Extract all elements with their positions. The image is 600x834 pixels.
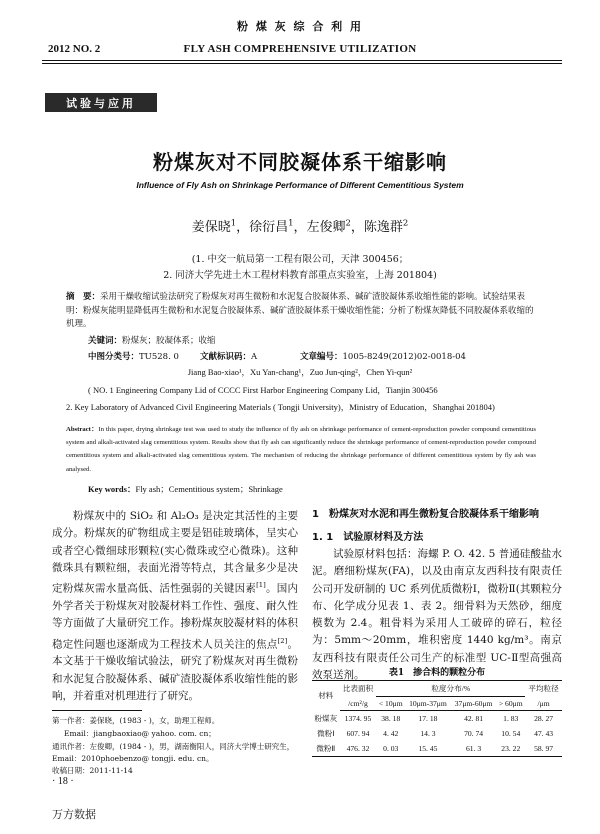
footnote-email: Email：jiangbaoxiao@ yahoo. com. cn； (64, 729, 216, 738)
author-name: 陈逸群 (363, 220, 403, 235)
cell: 23. 22 (496, 741, 525, 757)
table-row (312, 741, 562, 757)
abstract-cn-text: 采用干燥收缩试验法研究了粉煤灰对再生微粉和水泥复合胶凝体系、碱矿渣胶凝体系收缩性能的影响。试验结果表明：粉煤灰能明显降低再生微粉和水泥复合胶凝体系、碱矿渣胶凝体系干燥收缩性能；分析了粉煤灰降低不同胶凝体系收缩的机理。 (66, 292, 534, 329)
th-material: 材料 (312, 681, 340, 711)
th-c2: 10μm-37μm (405, 697, 451, 711)
cell: 1374. 95 (344, 713, 372, 723)
abstract-en (66, 423, 536, 476)
footnote-corresponding: 通讯作者：左俊卿，(1984 - )，男，湖南衡阳人，同济大学博士研究生，Email：2010phoebenzo@ tongji. edu. cn。 (52, 742, 295, 763)
keywords-cn-label: 关键词： (88, 336, 123, 346)
cell: 14. 3 (420, 728, 436, 738)
section-1-paragraph: 试验原材料包括：海螺 P. O. 42. 5 普通硅酸盐水泥。磨细粉煤灰(FA)，以及由南京友西科技有限责任公司开发研制的 UC 系列优质微粉Ⅰ，微粉Ⅱ(其颗粒分布、化学成分见表 1、表 2。细骨料为天然砂，细度模数为 2.4。粗骨料为采用人工破碎的碎石，粒径为：5mm～20mm，堆积密度 1440 kg/m³。南京友西科技有限责任公司生产的标准型 UC-Ⅱ型高强高效泵送剂。 (312, 548, 562, 682)
author-sup: 2 (402, 217, 409, 228)
article-title-en: Influence of Fly Ash on Shrinkage Performance of Different Cementitious System (136, 180, 464, 190)
table-1-caption: 表1 掺合料的颗粒分布 (388, 668, 486, 678)
cell: 微粉Ⅱ (312, 741, 340, 757)
author-name: 徐衍昌 (249, 220, 289, 235)
author-sup: 1 (288, 217, 294, 228)
table-row (312, 726, 562, 741)
cell: 10. 54 (501, 728, 521, 738)
affiliation-cn-1: (1. 中交一航局第一工程有限公司，天津 300456； (191, 254, 409, 265)
article-label: 文章编号： (300, 352, 343, 362)
author-sup: 2 (345, 217, 351, 228)
watermark: 万方数据 (52, 808, 96, 821)
keywords-en-text: Fly ash；Cementitious system；Shrinkage (135, 484, 283, 494)
cell: 61. 3 (451, 741, 497, 757)
intro-text-2: 。国内外学者关于粉煤灰对胶凝材料工作性、强度、耐久性等方面做了大量研究工作。掺粉煤灰胶凝材料的体积稳定性问题也逐渐成为工程技术人员关注的焦点 (52, 582, 299, 651)
footnote-first-author: 第一作者：姜保晓，(1983 - )，女，助理工程师。 (52, 716, 220, 725)
affiliation-en-1: ( NO. 1 Engineering Company Lid of CCCC First Harbor Engineering Company Lid，Tianjin 300456 (88, 385, 438, 395)
doc-label: 文献标识码： (200, 352, 252, 362)
keywords-cn-text: 粉煤灰；胶凝体系；收缩 (122, 336, 216, 346)
th-avg-unit: /μm (525, 697, 562, 711)
doc-value: A (251, 352, 258, 362)
section-1-title: 1 粉煤灰对水泥和再生微粉复合胶凝体系干缩影响 (312, 509, 539, 520)
th-c4: > 60μm (496, 697, 525, 711)
subsection-1-1-title: 1. 1 试验原材料及方法 (312, 532, 424, 543)
abstract-en-label: Abstract： (66, 426, 99, 433)
th-c1: < 10μm (376, 697, 405, 711)
cell: 476. 32 (340, 741, 377, 757)
clc-label: 中图分类号： (88, 352, 140, 362)
clc-number (88, 350, 179, 362)
cell: 粉煤灰 (314, 713, 338, 723)
footnote-received: 收稿日期：2011-11-14 (52, 766, 133, 775)
header-rule (42, 60, 562, 61)
journal-name-cn: 粉 煤 灰 综 合 利 用 (237, 20, 363, 33)
cell: 0. 03 (376, 741, 405, 757)
intro-paragraph (52, 508, 298, 705)
section-banner: 试验与应用 (45, 93, 157, 112)
keywords-cn (88, 334, 216, 346)
intro-text-1: 粉煤灰中的 SiO₂ 和 Al₂O₃ 是决定其活性的主要成分。粉煤灰的矿物组成主要是铝硅玻璃体，呈实心或者空心微细球形颗粒(实心微珠或空心微珠)。这种微珠具有颗粒细，表面光滑等特点，其含量多少是决定粉煤灰需水量高低、活性强弱的关键因素 (52, 510, 298, 595)
author-name: 姜保晓 (191, 220, 231, 235)
intro-text-3: 。本文基于干燥收缩试验法，研究了粉煤灰对再生微粉和水泥复合胶凝体系、碱矿渣胶凝体系收缩性能的影响，并着重对机理进行了研究。 (52, 638, 299, 702)
article-number (300, 350, 466, 362)
article-title-cn: 粉煤灰对不同胶凝体系干缩影响 (153, 150, 447, 174)
affiliation-en-2: 2. Key Laboratory of Advanced Civil Engineering Materials ( Tongji University)，Ministry of Education，Shanghai 201804) (66, 402, 495, 412)
cell: 58. 97 (525, 741, 562, 757)
abstract-cn-label: 摘 要： (66, 292, 101, 302)
affiliation-cn-2: 2. 同济大学先进土木工程材料教育部重点实验室，上海 201804) (163, 270, 437, 281)
cell: 4. 42 (383, 728, 399, 738)
authors-cn: 姜保晓$^1$，徐衍昌$^1$，左俊卿$^2$，陈逸群$^2$ (191, 217, 409, 235)
author-name: 左俊卿 (306, 220, 346, 235)
cell: 17. 18 (418, 713, 438, 723)
table-1 (312, 680, 562, 757)
cell: 47. 43 (534, 728, 554, 738)
table-row (312, 711, 562, 726)
cell: 微粉Ⅰ (317, 728, 335, 738)
cell: 15. 45 (405, 741, 451, 757)
clc-value: TU528. 0 (139, 352, 179, 362)
cell: 38. 18 (381, 713, 401, 723)
footnote-rule (52, 710, 142, 711)
th-dist: 粒度分布/% (376, 681, 525, 697)
th-avg: 平均粒径 (525, 681, 562, 697)
citation-ref: [1] (256, 581, 266, 590)
header-rule-thin (42, 63, 562, 64)
th-c3: 37μm-60μm (451, 697, 497, 711)
abstract-en-text: In this paper, drying shrinkage test was used to study the influence of fly ash on shrinkage performance of cement-reproduction powder compound cementitious system and alkali-activated slag cementitious system. Results show that fly ash can significantly reduce the shrinkage performance of cement-reproduction powder compound cementitious system and alkali-activated slag cementitious system. The mechanism of reducing the shrinkage performance of different cementitious system by fly ash was analysed. (66, 426, 536, 473)
keywords-en-label: Key words： (88, 484, 136, 494)
page-number: · 18 · (52, 776, 74, 787)
issue-number: 2012 NO. 2 (48, 43, 101, 55)
cell: 28. 27 (534, 713, 554, 723)
authors-en: Jiang Bao-xiao¹，Xu Yan-chang¹，Zuo Jun-qing²，Chen Yi-qun² (187, 367, 413, 377)
abstract-cn (66, 291, 536, 332)
keywords-en (88, 483, 283, 495)
th-ssa-unit: /cm²/g (340, 697, 377, 711)
journal-name-en: FLY ASH COMPREHENSIVE UTILIZATION (183, 43, 417, 55)
th-ssa: 比表面积 (340, 681, 377, 697)
author-sup: 1 (230, 217, 237, 228)
cell: 70. 74 (464, 728, 484, 738)
citation-ref: [2] (277, 636, 288, 645)
cell: 1. 83 (503, 713, 519, 723)
article-value: 1005-8249(2012)02-0018-04 (342, 352, 466, 362)
cell: 607. 94 (346, 728, 370, 738)
cell: 42. 81 (464, 713, 484, 723)
doc-code (200, 350, 257, 362)
